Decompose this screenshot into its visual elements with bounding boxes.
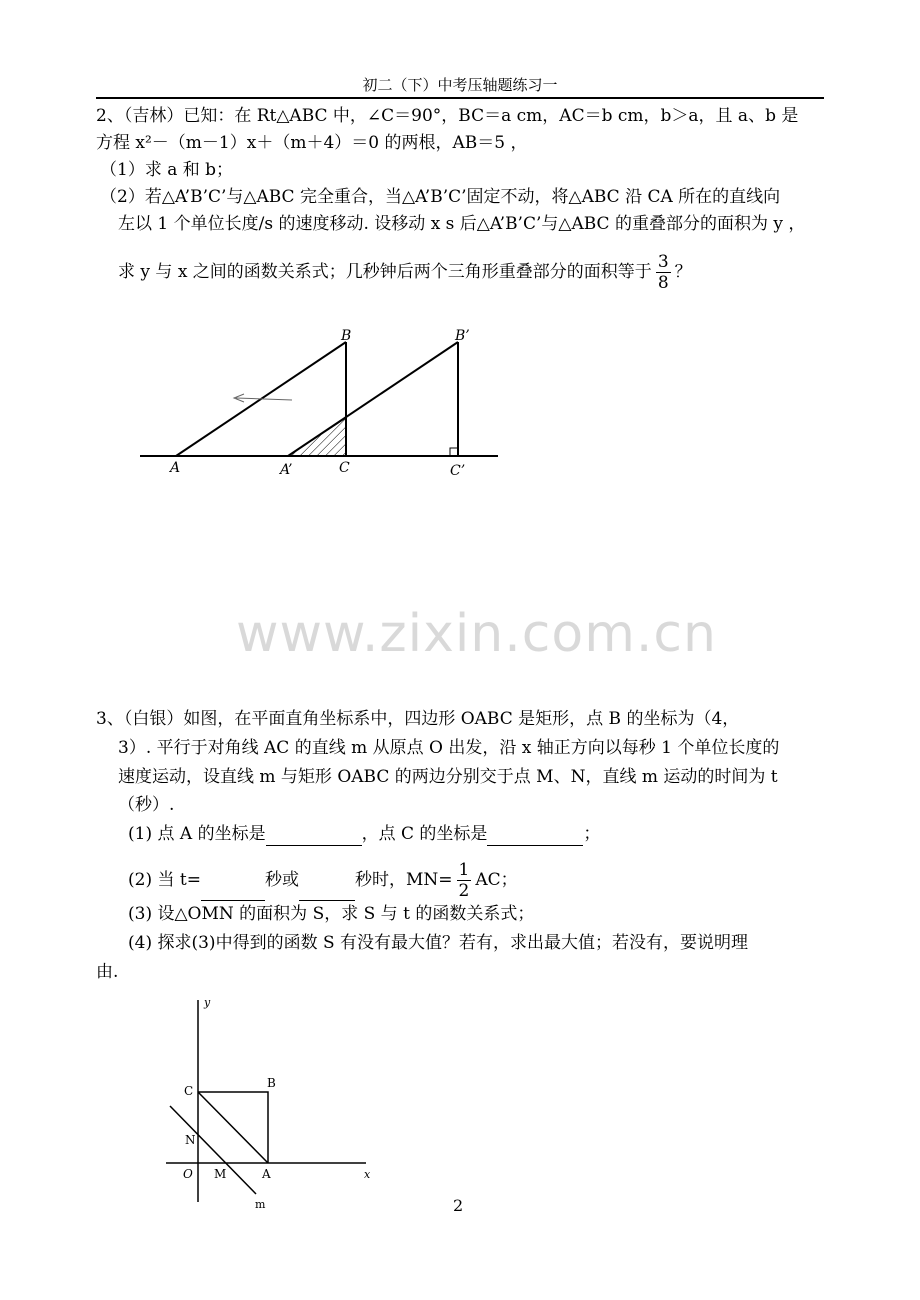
- answer-blank-A[interactable]: [266, 827, 362, 846]
- header-rule: [96, 97, 824, 99]
- label-x: x: [364, 1168, 371, 1181]
- label-B: B: [341, 328, 352, 344]
- q3-part2-text-b: 秒或: [264, 870, 299, 890]
- diagonal-AC: [198, 1092, 268, 1163]
- q2-part2-text: 求 y 与 x 之间的函数关系式；几秒钟后两个三角形重叠部分的面积等于: [118, 262, 652, 282]
- label-A: A: [262, 1167, 271, 1181]
- answer-blank-t1[interactable]: [201, 882, 265, 901]
- label-B-prime: B’: [455, 328, 470, 344]
- q2-part2-line2: 左以 1 个单位长度/s 的速度移动. 设移动 x s 后△A’B’C’与△ABC 的重叠部分的面积为 y ，: [118, 214, 806, 234]
- fraction-1-2: [457, 860, 472, 901]
- label-N: N: [185, 1133, 196, 1147]
- label-A: A: [170, 460, 181, 476]
- q2-part1: （1）求 a 和 b；: [100, 160, 234, 180]
- q3-part4-line1: (4) 探求(3)中得到的函数 S 有没有最大值？若有，求出最大值；若没有，要说明理: [128, 933, 749, 953]
- right-angle-mark: [450, 448, 458, 456]
- watermark: www.zixin.com.cn: [236, 604, 717, 664]
- answer-blank-t2[interactable]: [299, 882, 355, 901]
- direction-arrow: [236, 398, 292, 400]
- label-y: y: [204, 996, 211, 1009]
- answer-blank-C[interactable]: [487, 827, 583, 846]
- q3-part2-text-c: 秒时，MN=: [354, 870, 453, 890]
- q3-part1-text-c: ；: [583, 824, 601, 844]
- q3-part2: [128, 860, 518, 901]
- fraction-numerator: 3: [657, 252, 669, 272]
- q2-line2: 方程 x²－（m－1）x＋（m＋4）＝0 的两根，AB＝5 ，: [96, 133, 528, 153]
- q2-part2-line1: （2）若△A’B’C’与△ABC 完全重合，当△A’B’C’固定不动，将△ABC 沿 CA 所在的直线向: [100, 187, 781, 207]
- q3-part4-line2: 由.: [96, 962, 119, 982]
- q2-question-mark: ？: [674, 262, 692, 282]
- fraction-denominator: 8: [657, 273, 669, 293]
- side-A2B2: [288, 342, 458, 456]
- label-m: m: [255, 1198, 266, 1211]
- q2-line1: 2、（吉林）已知：在 Rt△ABC 中，∠C＝90°，BC＝a cm，AC＝b cm，b＞a，且 a、b 是: [96, 106, 799, 126]
- q3-part1: [128, 822, 600, 846]
- label-C: C: [339, 460, 350, 476]
- q2-triangle-figure: [130, 320, 530, 490]
- label-O: O: [183, 1167, 193, 1181]
- q3-line1: 3、（白银）如图，在平面直角坐标系中，四边形 OABC 是矩形，点 B 的坐标为（4，: [96, 709, 740, 729]
- label-B: B: [267, 1076, 276, 1090]
- q3-part1-text-a: (1) 点 A 的坐标是: [128, 824, 266, 844]
- label-C-prime: C’: [450, 463, 466, 479]
- label-C: C: [184, 1084, 194, 1098]
- fraction-3-8: [656, 252, 671, 293]
- page-number: 2: [453, 1196, 464, 1215]
- q3-line3: 速度运动，设直线 m 与矩形 OABC 的两边分别交于点 M、N，直线 m 运动的时间为 t: [118, 767, 778, 787]
- q3-part3: (3) 设△OMN 的面积为 S，求 S 与 t 的函数关系式；: [128, 904, 535, 924]
- fraction-numerator: 1: [458, 860, 470, 880]
- fraction-denominator: 2: [458, 881, 470, 901]
- q3-line4: （秒）.: [118, 795, 175, 815]
- q3-coordinate-figure: [160, 992, 390, 1212]
- q3-line2: 3）. 平行于对角线 AC 的直线 m 从原点 O 出发，沿 x 轴正方向以每秒 1 个单位长度的: [118, 738, 780, 758]
- label-M: M: [214, 1167, 227, 1181]
- q3-part2-text-a: (2) 当 t=: [128, 870, 201, 890]
- q3-part1-text-b: ，点 C 的坐标是: [361, 824, 488, 844]
- label-A-prime: A’: [280, 462, 293, 478]
- q2-part2-line3: [118, 252, 692, 293]
- q3-part2-text-d: AC；: [475, 870, 518, 890]
- page-header: 初二（下）中考压轴题练习一: [362, 76, 558, 94]
